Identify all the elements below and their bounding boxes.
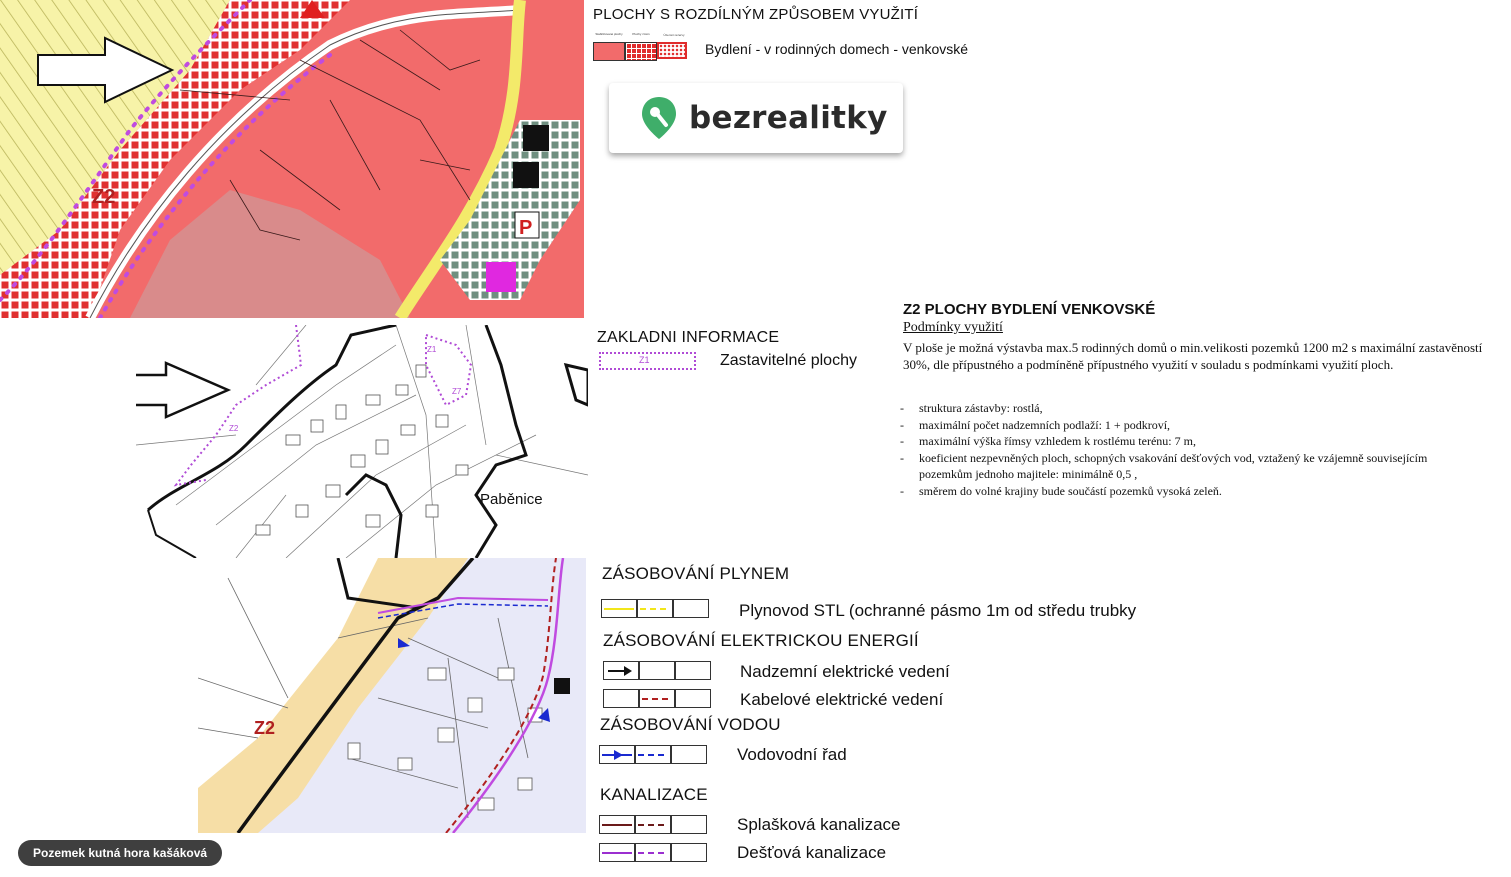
swatch-reserve (657, 33, 687, 59)
electric-item-overhead: Nadzemní elektrické vedení (740, 662, 950, 681)
zone-label-z1-mid: Z1 (427, 345, 437, 354)
gas-swatch (601, 599, 709, 618)
swatch-change (625, 32, 657, 61)
water-swatch (599, 745, 707, 764)
sewer-item-sewage: Splašková kanalizace (737, 815, 901, 834)
zoning-map-top (0, 0, 584, 318)
map-pin-icon (639, 95, 679, 141)
electric-heading: ZÁSOBOVÁNÍ ELEKTRICKOU ENERGIÍ (603, 631, 919, 650)
gas-heading: ZÁSOBOVÁNÍ PLYNEM (602, 564, 790, 583)
regulation-item: - maximální počet nadzemních podlaží: 1 + podkroví, (900, 417, 1439, 434)
swatch-caption-change: Plochy změn (632, 32, 650, 36)
regulations-paragraph: V ploše je možná výstavba max.5 rodinných domů o min.velikosti pozemků 1200 m2 s maximální zastavěností 30%, dle přípustného a podmíněně přípustného využití v souladu s podmínkami využití ploch. (903, 340, 1483, 372)
regulations-subtitle: Podmínky využití (903, 320, 1003, 335)
sewer-item-storm: Dešťová kanalizace (737, 843, 887, 862)
zone-label-z2-mid: Z2 (229, 424, 239, 433)
overhead-line-swatch (603, 661, 711, 680)
sewage-swatch (599, 815, 707, 834)
swatch-buildable-text: Z1 (639, 355, 650, 365)
legend-mid-heading: ZAKLADNI INFORMACE (597, 329, 780, 346)
svg-text:P: P (519, 217, 533, 239)
swatch-stabilized (593, 32, 625, 61)
village-label: Paběnice (480, 491, 543, 508)
cadastral-map-middle (136, 325, 588, 558)
logo-text: bezrealitky (689, 100, 888, 136)
legend-top-heading: PLOCHY S ROZDÍLNÝM ZPŮSOBEM VYUŽITÍ (593, 6, 919, 23)
legend-mid-item: Zastavitelné plochy (720, 352, 857, 369)
regulations-list (900, 400, 1439, 499)
photo-caption-badge[interactable]: Pozemek kutná hora kašáková (18, 840, 222, 866)
regulation-item: - koeficient nezpevněných ploch, schopných vsakování dešťových vod, vztažený ke vzájemně souvisejícím pozemkům jednoho majitele: minimálně 0,5 , (900, 450, 1439, 483)
swatch-caption-stabilized: Stabilizované plochy (595, 32, 623, 36)
zone-label-z7-mid: Z7 (452, 387, 462, 396)
regulation-item: - směrem do volné krajiny bude součástí pozemků vysoká zeleň. (900, 483, 1439, 500)
swatch-buildable (599, 352, 696, 370)
zone-label-z2-bottom: Z2 (254, 718, 276, 738)
storm-swatch (599, 843, 707, 862)
water-heading: ZÁSOBOVÁNÍ VODOU (600, 715, 781, 734)
regulations-title: Z2 PLOCHY BYDLENÍ VENKOVSKÉ (903, 301, 1156, 318)
regulation-item: - maximální výška římsy vzhledem k rostlému terénu: 7 m, (900, 433, 1439, 450)
electric-item-cable: Kabelové elektrické vedení (740, 690, 944, 709)
zone-label-z2-top: Z2 (92, 186, 116, 208)
water-item: Vodovodní řad (737, 745, 847, 764)
utilities-map-bottom (198, 558, 586, 833)
swatch-caption-reserve: Územní rezervy (663, 33, 685, 37)
legend-top-item: Bydlení - v rodinných domech - venkovské (705, 41, 969, 57)
cable-line-swatch (603, 689, 711, 708)
regulation-item: - struktura zástavby: rostlá, (900, 400, 1439, 417)
sewer-heading: KANALIZACE (600, 785, 708, 804)
gas-item: Plynovod STL (ochranné pásmo 1m od středu trubky (739, 601, 1137, 620)
legend-top-swatches (593, 32, 687, 61)
bezrealitky-logo (609, 83, 903, 153)
